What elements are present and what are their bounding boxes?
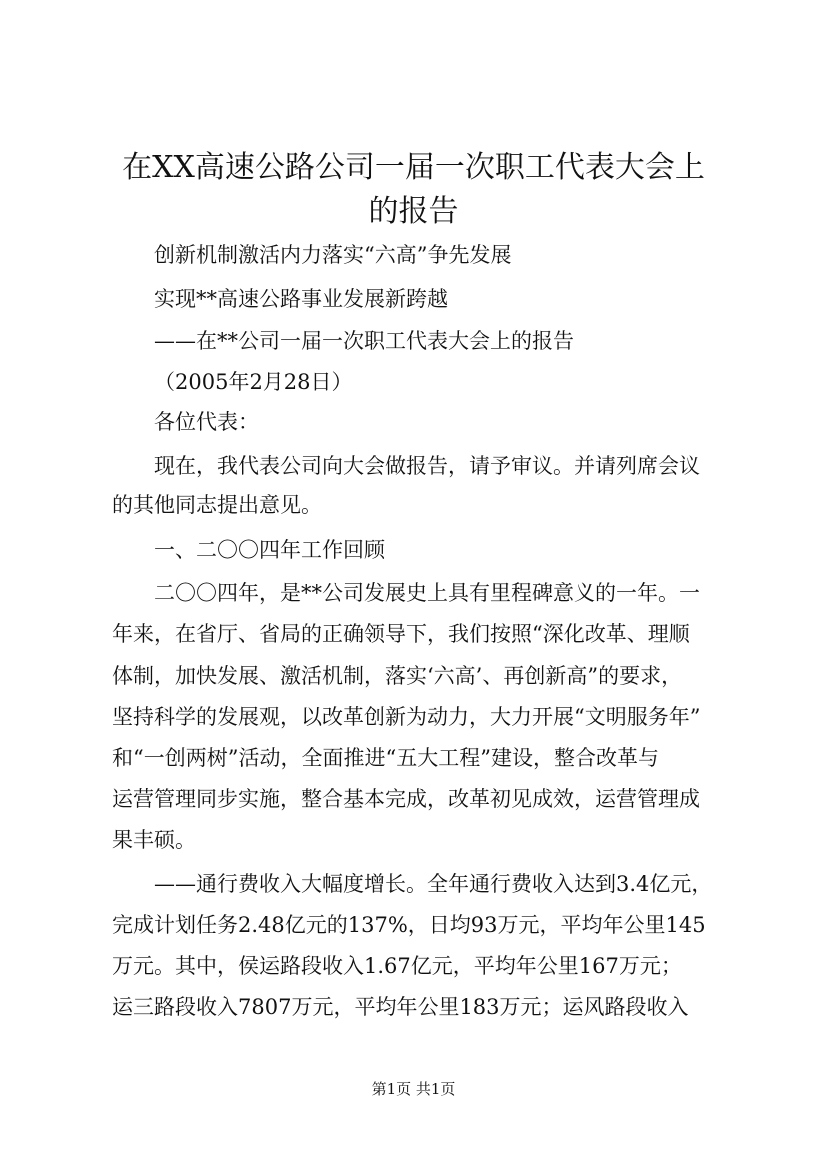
paragraph-line: ——通行费收入大幅度增长。全年通行费收入达到3.4亿元， <box>154 872 713 896</box>
document-title-line-1: 在XX高速公路公司一届一次职工代表大会上 <box>122 150 705 185</box>
paragraph-line: 果丰硕。 <box>112 828 196 852</box>
paragraph-line: 年来，在省厅、省局的正确领导下，我们按照“深化改革、理顺 <box>112 622 690 646</box>
paragraph-line: 和“一创两树”活动，全面推进“五大工程”建设，整合改革与 <box>112 746 659 770</box>
subtitle-line-1: 创新机制激活内力落实“六高”争先发展 <box>154 243 512 267</box>
subtitle-line-3: ——在**公司一届一次职工代表大会上的报告 <box>154 329 574 353</box>
paragraph-line: 运三路段收入7807万元，平均年公里183万元；运风路段收入 <box>112 995 689 1019</box>
paragraph-line: 完成计划任务2.48亿元的137%，日均93万元，平均年公里145 <box>112 913 706 937</box>
section-heading: 一、二〇〇四年工作回顾 <box>154 538 385 562</box>
paragraph-line: 体制，加快发展、激活机制，落实‘六高’、再创新高”的要求， <box>112 664 683 688</box>
report-date: （2005年2月28日） <box>154 370 353 394</box>
paragraph-line: 万元。其中，侯运路段收入1.67亿元，平均年公里167万元； <box>112 954 682 978</box>
document-title-line-2: 的报告 <box>368 194 459 229</box>
paragraph-line: 的其他同志提出意见。 <box>112 493 322 517</box>
paragraph-line: 二〇〇四年，是**公司发展史上具有里程碑意义的一年。一 <box>154 581 700 605</box>
page-footer: 第1页 共1页 <box>371 1080 456 1098</box>
paragraph-line: 现在，我代表公司向大会做报告，请予审议。并请列席会议 <box>154 454 700 478</box>
paragraph-line: 坚持科学的发展观，以改革创新为动力，大力开展“文明服务年” <box>112 705 701 729</box>
paragraph-line: 运营管理同步实施，整合基本完成，改革初见成效，运营管理成 <box>112 787 700 811</box>
subtitle-line-2: 实现**高速公路事业发展新跨越 <box>154 287 448 311</box>
salutation: 各位代表： <box>154 410 259 434</box>
